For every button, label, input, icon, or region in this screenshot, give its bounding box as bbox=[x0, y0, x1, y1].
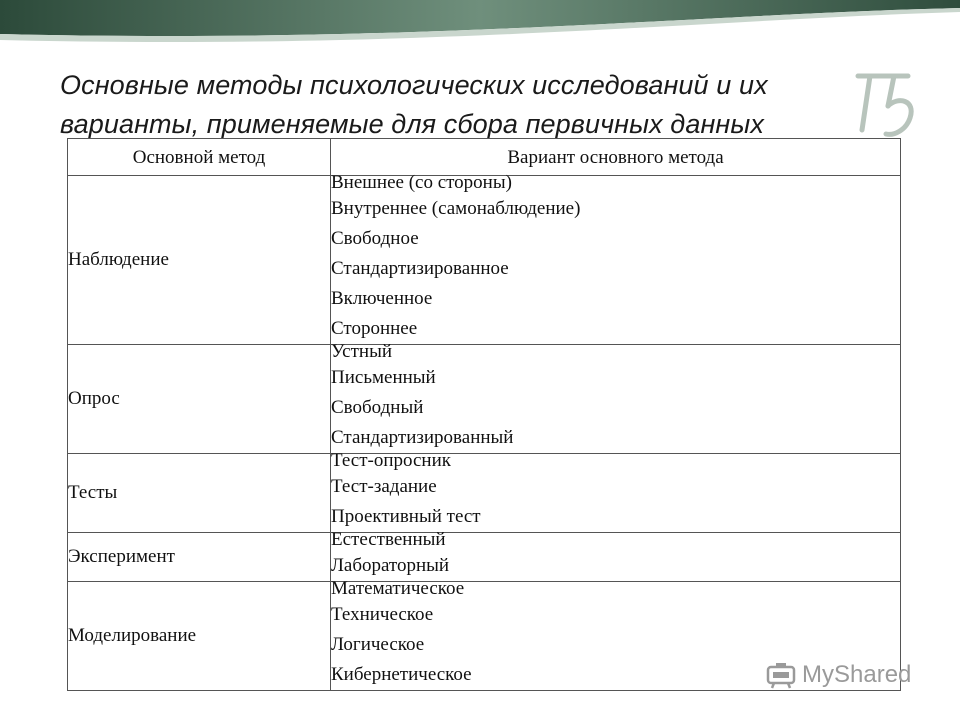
variant-item: Естественный bbox=[331, 529, 446, 550]
title-line-1: Основные методы психологических исследований и их bbox=[60, 70, 768, 100]
variants-cell bbox=[331, 450, 901, 533]
table-header-row bbox=[68, 139, 901, 176]
method-cell: Эксперимент bbox=[68, 533, 331, 582]
variant-item: Техническое bbox=[331, 604, 434, 625]
watermark-text: MyShared bbox=[802, 661, 912, 688]
variant-item: Математическое bbox=[331, 578, 465, 599]
variant-item: Внешнее (со стороны) bbox=[331, 172, 512, 193]
variant-item: Внутреннее (самонаблюдение) bbox=[331, 198, 581, 219]
variants-cell bbox=[331, 172, 901, 345]
slide-title bbox=[60, 66, 920, 144]
variant-item: Стороннее bbox=[331, 318, 418, 339]
table-row bbox=[68, 533, 901, 582]
table-row bbox=[68, 176, 901, 345]
method-cell: Моделирование bbox=[68, 582, 331, 691]
variants-cell bbox=[331, 529, 901, 582]
method-cell: Наблюдение bbox=[68, 176, 331, 345]
site-watermark bbox=[766, 655, 911, 695]
variant-item: Лабораторный bbox=[331, 555, 450, 576]
variant-item: Стандартизированный bbox=[331, 427, 514, 448]
variant-item: Кибернетическое bbox=[331, 664, 472, 685]
methods-table bbox=[67, 138, 901, 691]
header-variant: Вариант основного метода bbox=[331, 139, 901, 176]
header-method: Основной метод bbox=[68, 139, 331, 176]
variant-item: Включенное bbox=[331, 288, 433, 309]
variant-item: Стандартизированное bbox=[331, 258, 509, 279]
variant-item: Проективный тест bbox=[331, 506, 481, 527]
variants-cell bbox=[331, 341, 901, 454]
table-row bbox=[68, 345, 901, 454]
method-cell: Тесты bbox=[68, 454, 331, 533]
variant-item: Устный bbox=[331, 341, 393, 362]
title-line-2: варианты, применяемые для сбора первичных данных bbox=[60, 109, 764, 139]
variant-item: Тест-задание bbox=[331, 476, 437, 497]
university-logo-icon bbox=[838, 66, 938, 146]
variant-item: Свободный bbox=[331, 397, 424, 418]
table-row bbox=[68, 454, 901, 533]
header-banner bbox=[0, 0, 960, 60]
projector-icon bbox=[766, 661, 796, 689]
variant-item: Письменный bbox=[331, 367, 436, 388]
method-cell: Опрос bbox=[68, 345, 331, 454]
variant-item: Тест-опросник bbox=[331, 450, 451, 471]
variant-item: Свободное bbox=[331, 228, 419, 249]
variant-item: Логическое bbox=[331, 634, 425, 655]
